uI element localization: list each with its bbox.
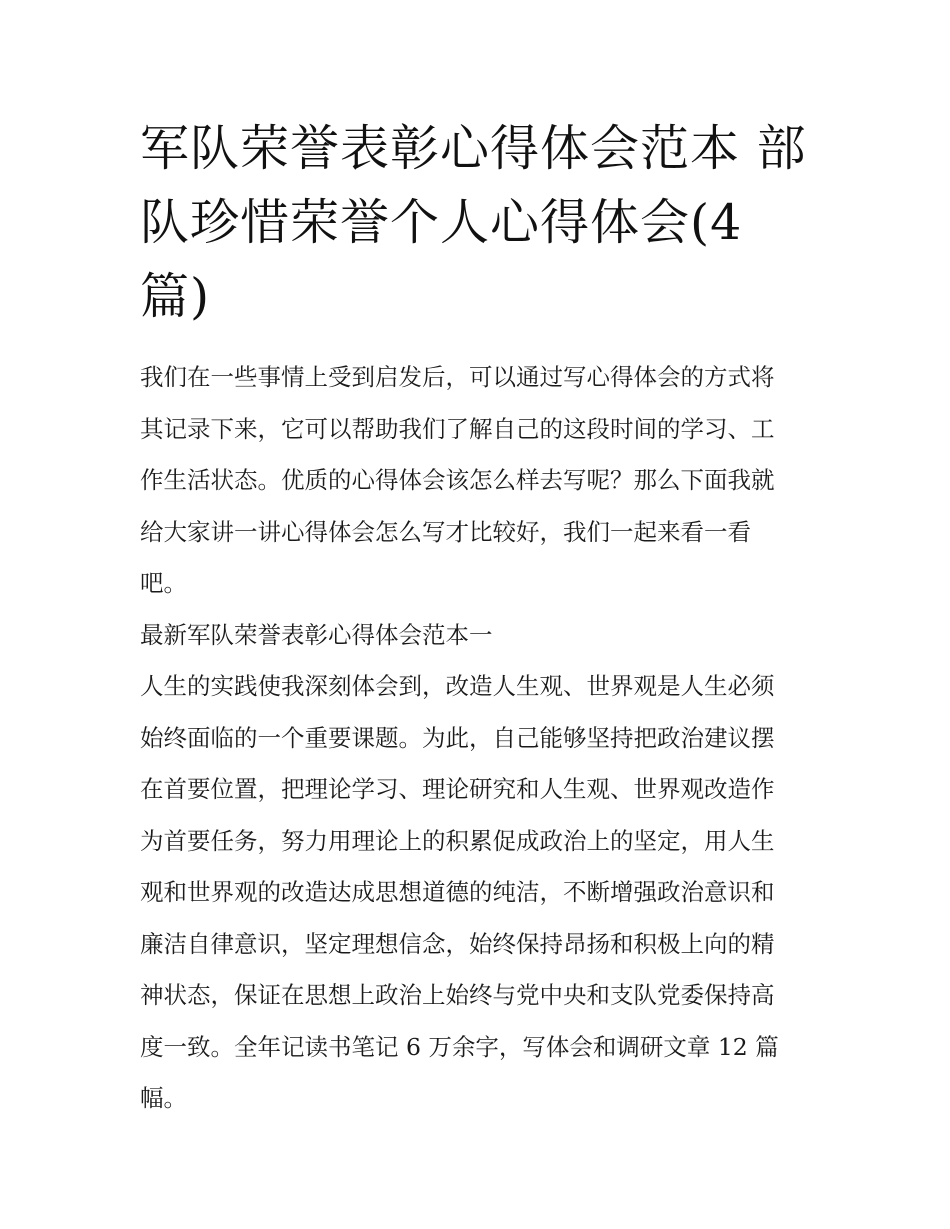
intro-line: 给大家讲一讲心得体会怎么写才比较好，我们一起来看一看: [140, 517, 751, 546]
intro-line: 吧。: [140, 569, 187, 597]
paragraph-line: 始终面临的一个重要课题。为此，自己能够坚持把政治建议摆: [140, 723, 775, 752]
paragraph-line: 在首要位置，把理论学习、理论研究和人生观、世界观改造作: [140, 775, 775, 803]
intro-line: 作生活状态。优质的心得体会该怎么样去写呢？那么下面我就: [140, 466, 775, 494]
paragraph-line: 廉洁自律意识，坚定理想信念，始终保持昂扬和积极上向的精: [140, 929, 775, 958]
intro-line: 其记录下来，它可以帮助我们了解自己的这段时间的学习、工: [140, 414, 775, 443]
paragraph-line: 人生的实践使我深刻体会到，改造人生观、世界观是人生必须: [140, 672, 775, 700]
paragraph-line: 观和世界观的改造达成思想道德的纯洁，不断增强政治意识和: [140, 878, 775, 906]
section-heading: 最新军队荣誉表彰心得体会范本一: [140, 620, 493, 649]
intro-line: 我们在一些事情上受到启发后，可以通过写心得体会的方式将: [140, 363, 775, 391]
paragraph-line: 为首要任务，努力用理论上的积累促成政治上的坚定，用人生: [140, 826, 775, 855]
paragraph-line: 神状态，保证在思想上政治上始终与党中央和支队党委保持高: [140, 981, 775, 1009]
document-body: [140, 352, 820, 1125]
document-title: 军队荣誉表彰心得体会范本 部 队珍惜荣誉个人心得体会(4 篇): [140, 120, 807, 325]
paragraph-line: 度一致。全年记读书笔记 6 万余字，写体会和调研文章 12 篇: [140, 1032, 779, 1061]
paragraph-line: 幅。: [140, 1084, 187, 1112]
